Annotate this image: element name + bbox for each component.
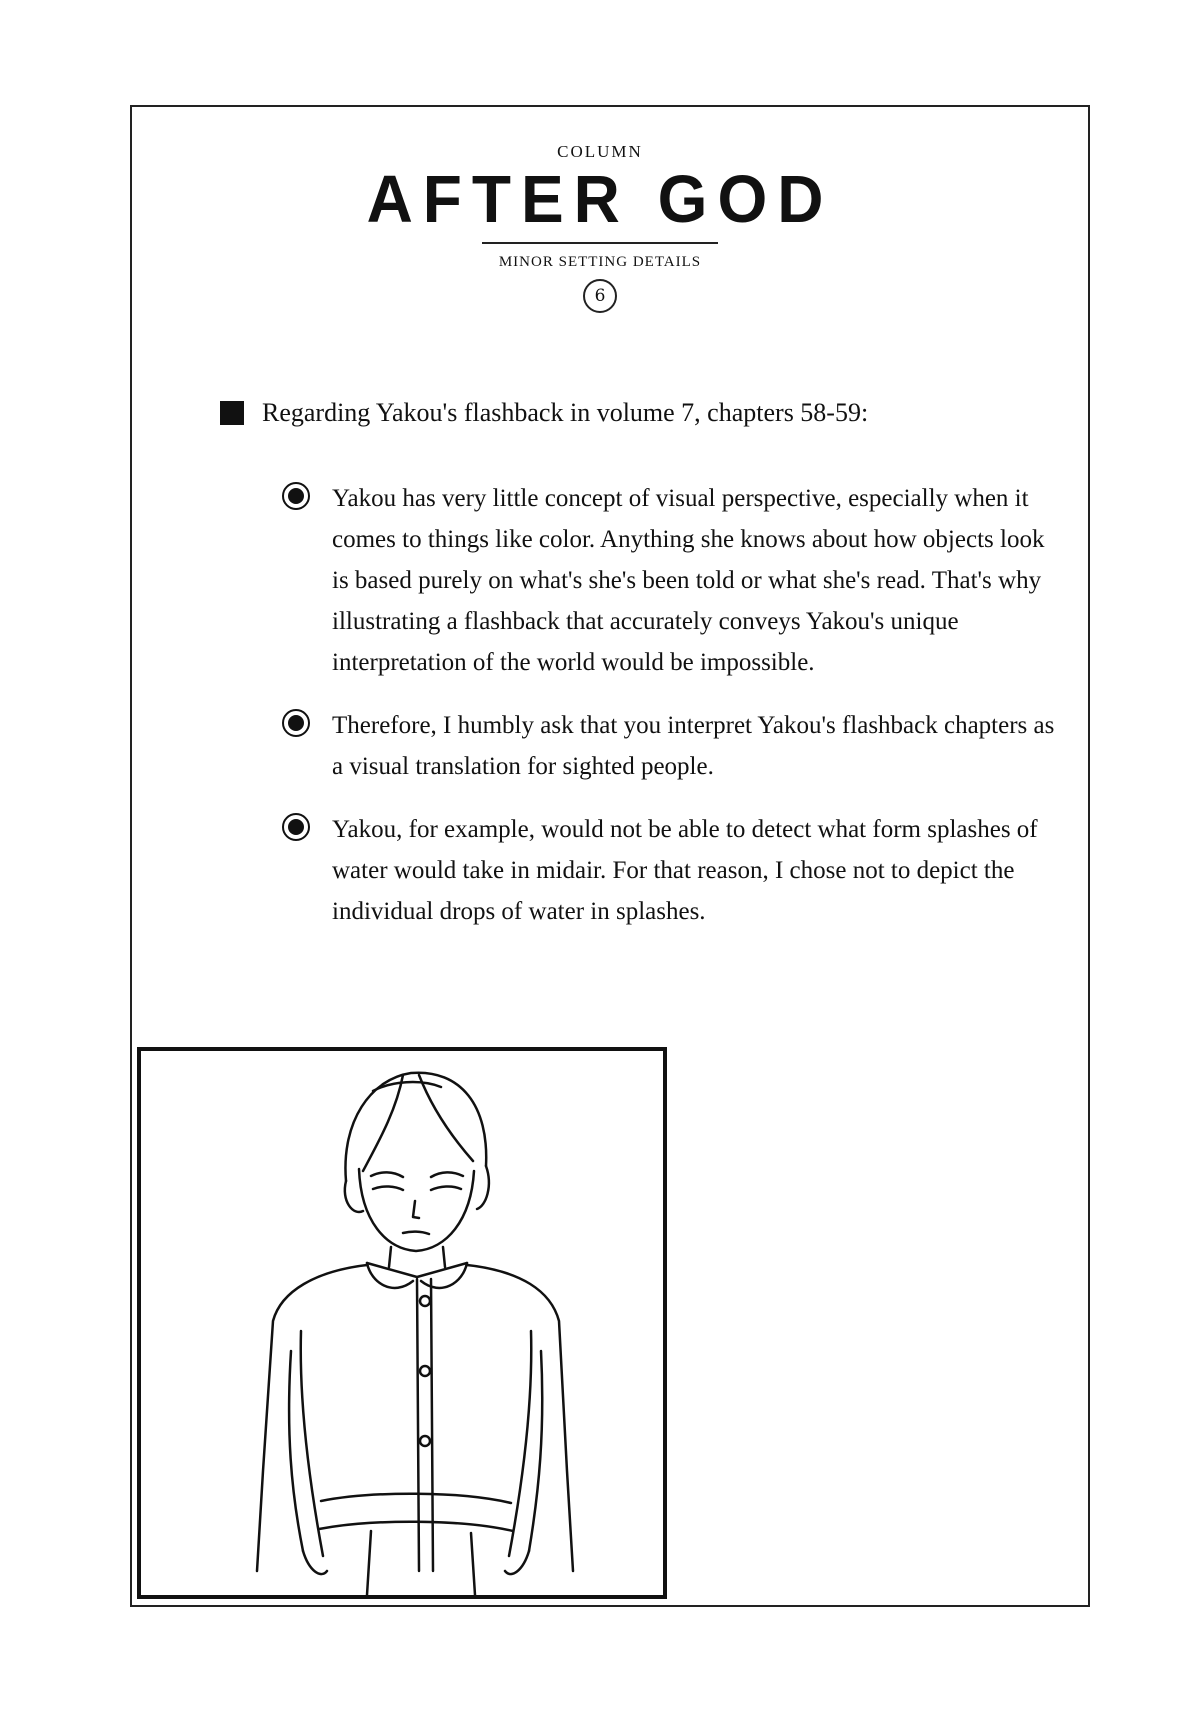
column-label: COLUMN xyxy=(557,142,643,161)
section-heading xyxy=(220,398,868,428)
section-heading-text: Regarding Yakou's flashback in volume 7, chapters 58-59: xyxy=(262,398,869,427)
column-number: 6 xyxy=(594,286,606,306)
circle-bullet-icon xyxy=(282,709,310,737)
circle-bullet-icon xyxy=(282,482,310,510)
title-divider xyxy=(482,242,718,244)
bullet-list xyxy=(282,478,1062,954)
bullet-text: Therefore, I humbly ask that you interpret Yakou's flashback chapters as a visual translation for sighted people. xyxy=(332,712,1055,780)
list-item xyxy=(282,809,1062,932)
page-title: AFTER GOD xyxy=(366,161,834,237)
circle-bullet-icon xyxy=(282,813,310,841)
bullet-text: Yakou, for example, would not be able to detect what form splashes of water would take in midair. For that reason, I chose not to depict the individual drops of water in splashes. xyxy=(332,816,1038,925)
page-subtitle: MINOR SETTING DETAILS xyxy=(498,254,702,270)
square-bullet-icon xyxy=(220,401,244,425)
list-item xyxy=(282,478,1062,683)
character-sketch-icon xyxy=(141,1051,663,1595)
list-item xyxy=(282,705,1062,787)
column-number-badge xyxy=(583,279,617,313)
column-header xyxy=(0,142,1200,313)
bullet-text: Yakou has very little concept of visual perspective, especially when it comes to things like color. Anything she knows about how objects look is based purely on what's she's been told or what she's read. That's why illustrating a flashback that accurately conveys Yakou's unique interpretation of the world would be impossible. xyxy=(332,485,1045,676)
character-illustration xyxy=(137,1047,667,1599)
